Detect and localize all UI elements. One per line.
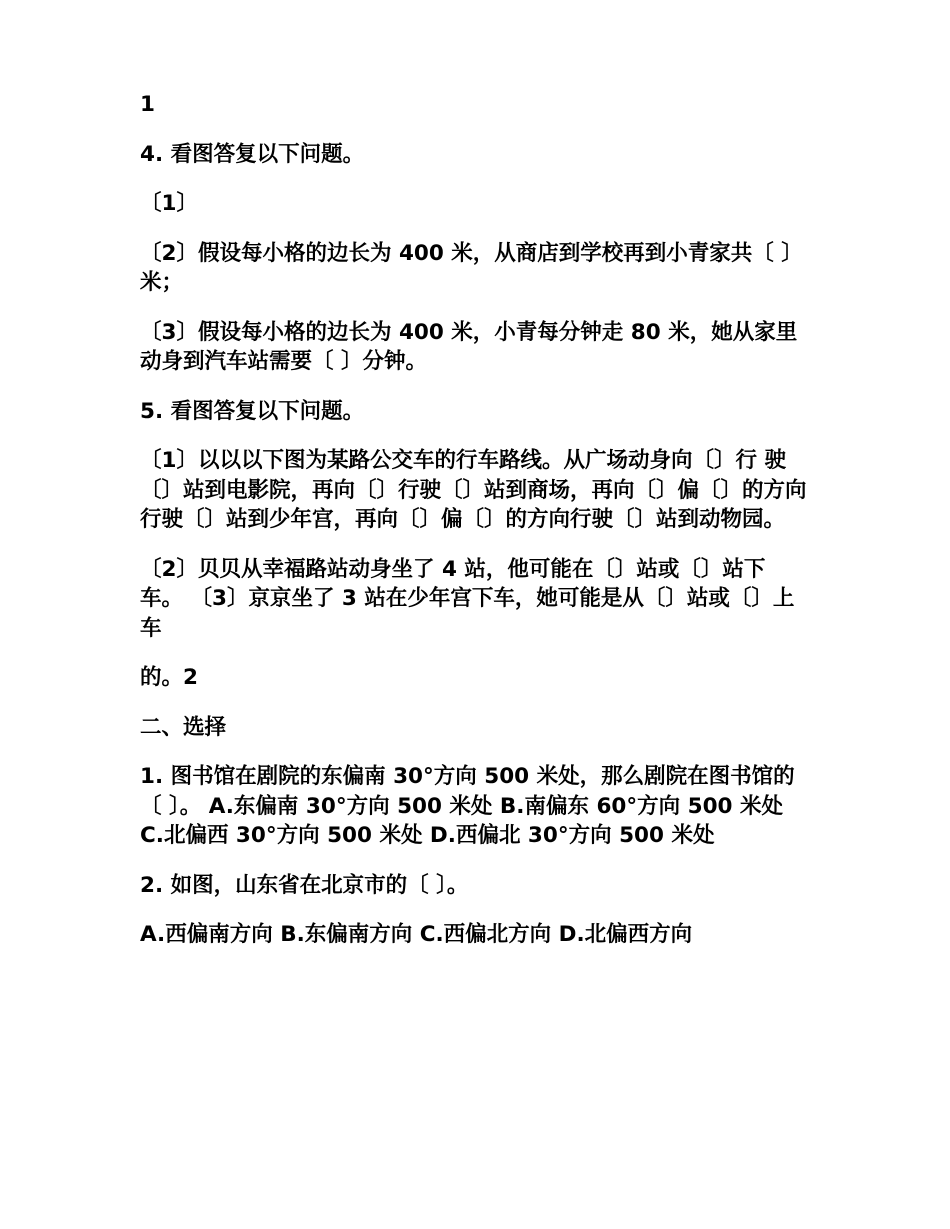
document-page (140, 90, 808, 970)
question-4-part-1: 〔1〕 (140, 191, 198, 216)
choice-question-1: 1. 图书馆在剧院的东偏南 30°方向 500 米处，那么剧院在图书馆的〔 〕。 A.东偏南 30°方向 500 米处 B.南偏东 60°方向 500 米处 C.北偏西 30°方向 500 米处 D.西偏北 30°方向 500 米处 (140, 764, 795, 848)
question-5-ending: 的。2 (140, 665, 198, 690)
section-two-heading: 二、选择 (140, 714, 227, 740)
question-4-part-2: 〔2〕假设每小格的边长为 400 米，从商店到学校再到小青家共〔 〕米； (140, 240, 803, 295)
question-4-part-3: 〔3〕假设每小格的边长为 400 米，小青每分钟走 80 米，她从家里动身到汽车站需要〔 〕分钟。 (140, 319, 798, 374)
choice-question-2: 2. 如图，山东省在北京市的〔 〕。 (140, 872, 469, 898)
question-4-title: 4. 看图答复以下问题。 (140, 141, 365, 167)
question-5-part-1: 〔1〕以以以下图为某路公交车的行车路线。从广场动身向〔〕行 驶〔〕站到电影院，再向〔〕行驶〔〕站到商场，再向〔〕偏〔〕的方向行驶〔〕站到少年宫，再向〔〕偏〔〕的方向行驶〔〕站到动物园。 (140, 448, 807, 532)
question-5-part-2-3: 〔2〕贝贝从幸福路站动身坐了 4 站，他可能在〔〕站或〔〕站下车。 〔3〕京京坐了 3 站在少年宫下车，她可能是从〔〕站或〔〕上车 (140, 556, 795, 641)
page-number-line: 1 (140, 92, 155, 117)
choice-question-2-options: A.西偏南方向 B.东偏南方向 C.西偏北方向 D.北偏西方向 (140, 922, 693, 947)
question-5-title: 5. 看图答复以下问题。 (140, 398, 365, 424)
